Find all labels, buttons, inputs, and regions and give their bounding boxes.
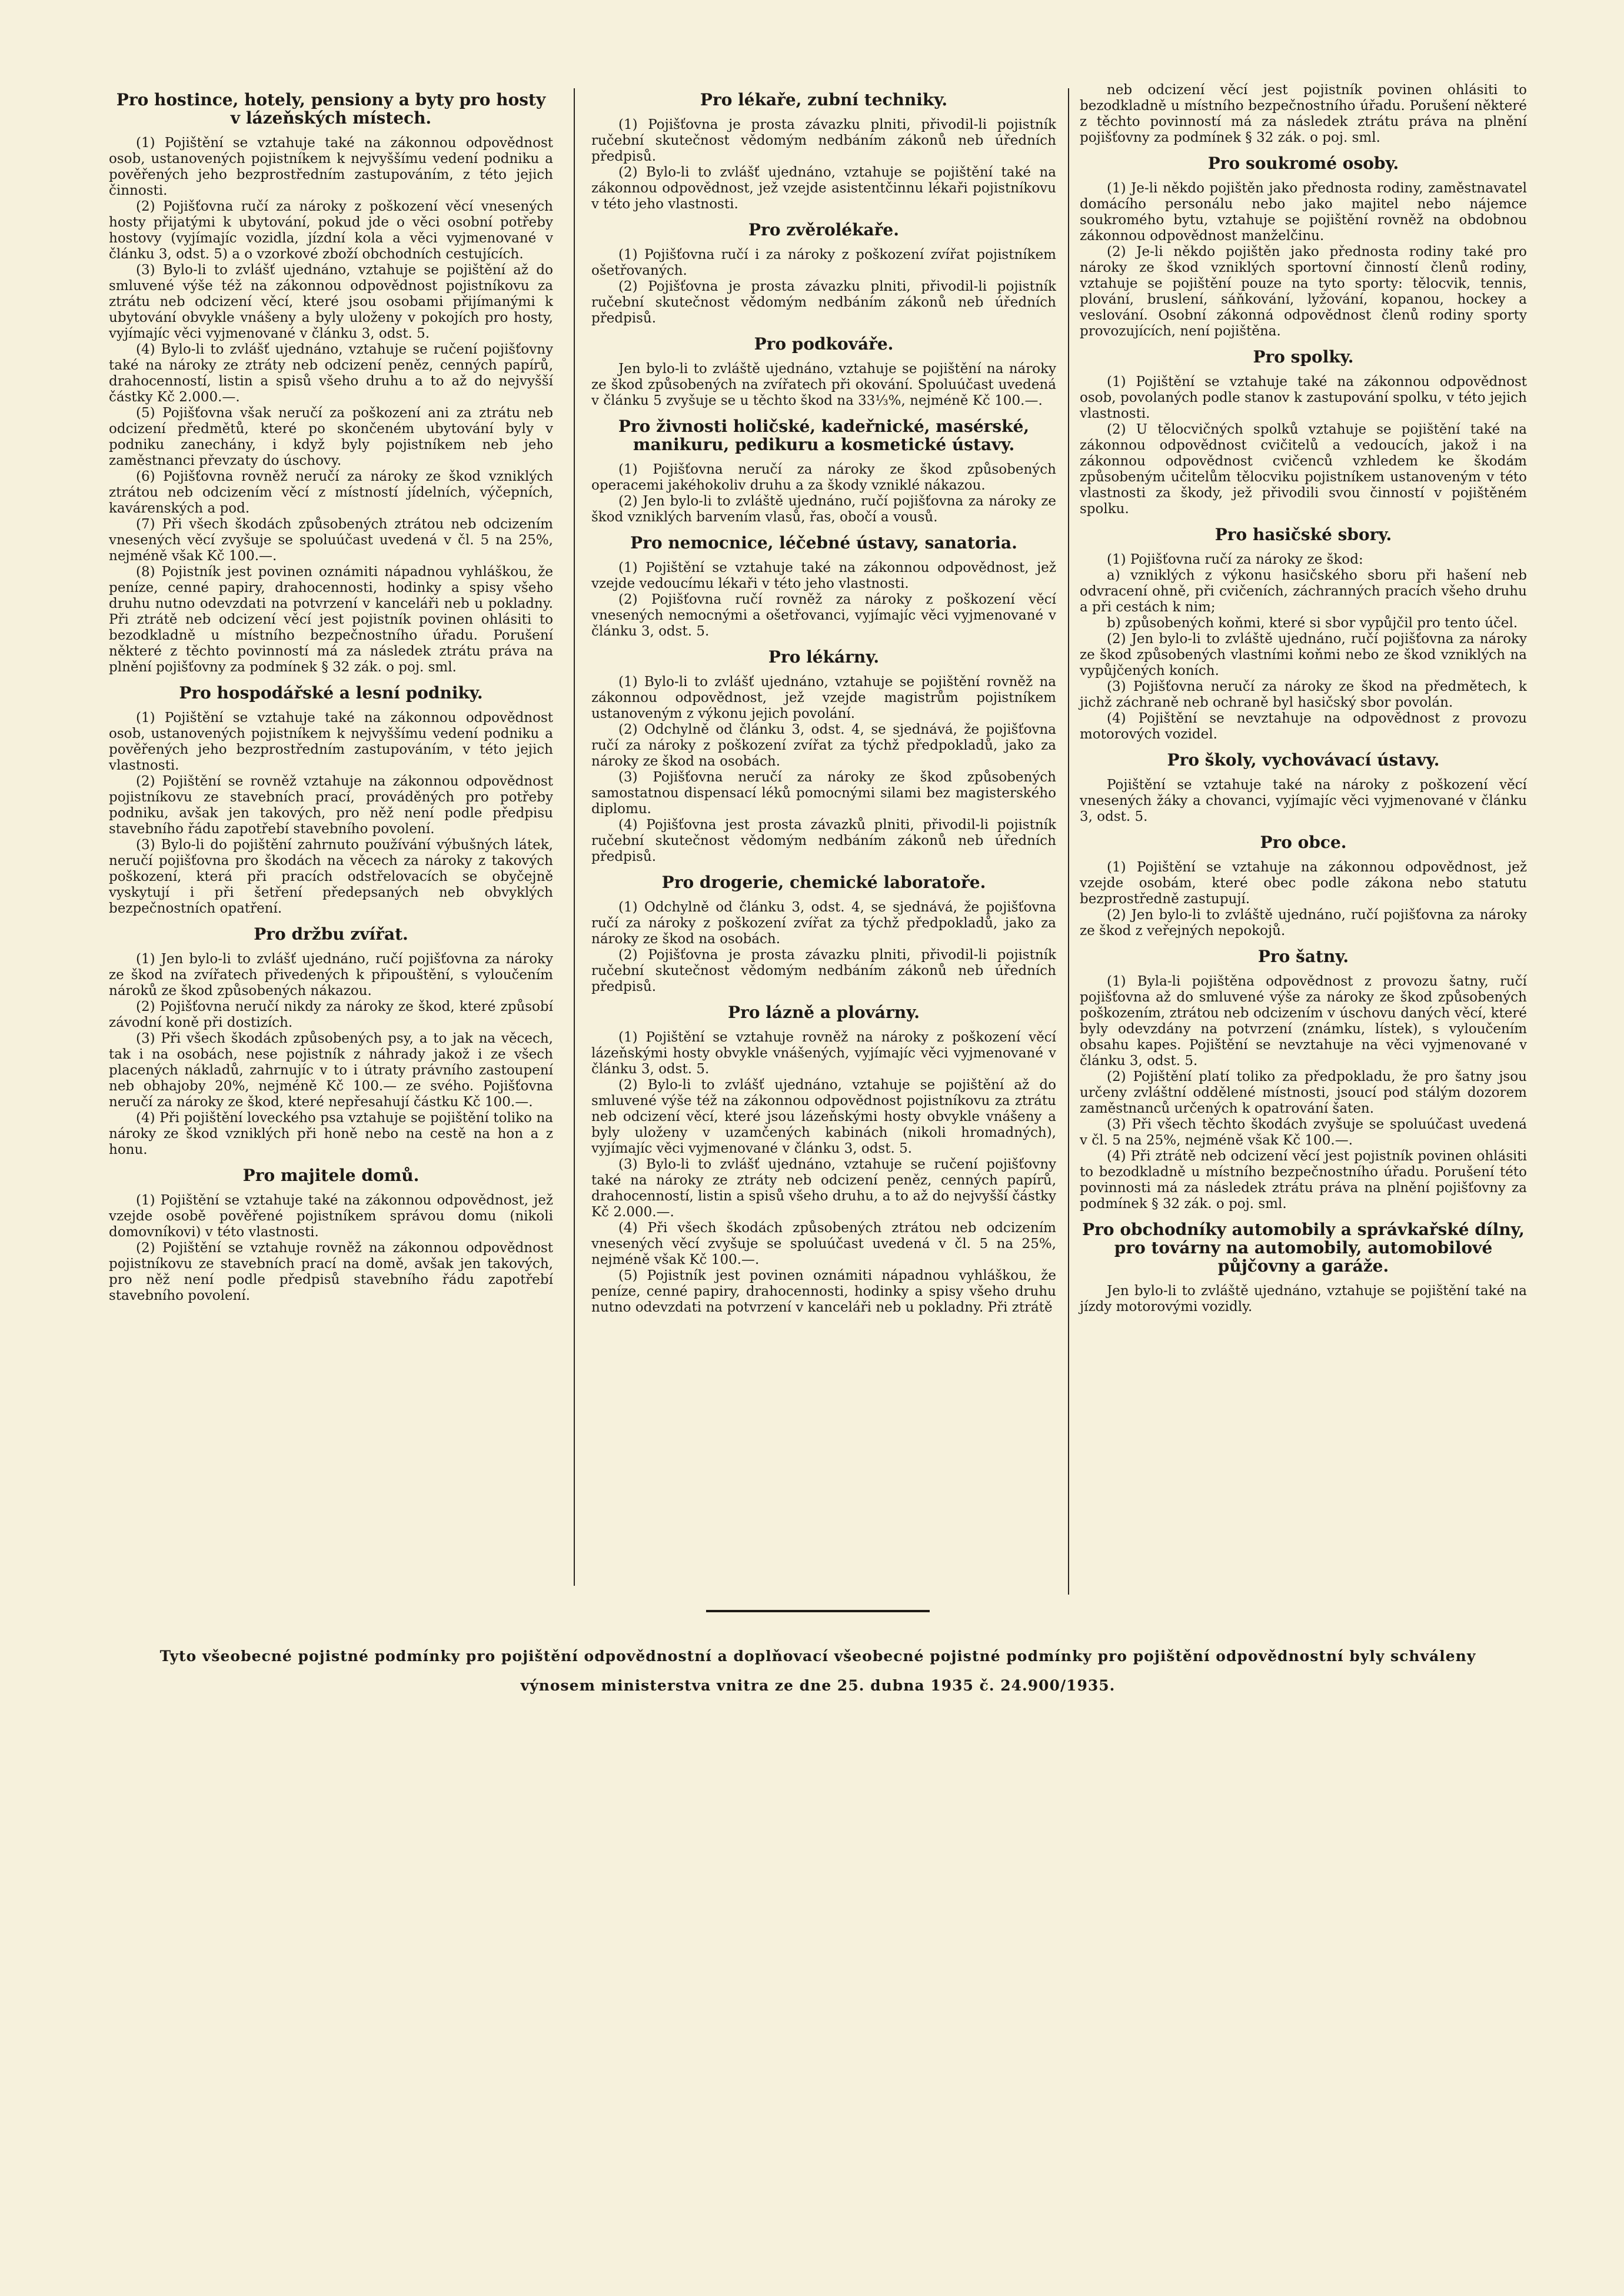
clause-paragraph: (1) Pojištění se vztahuje také na zákonnou odpovědnost, jež vzejde vedoucímu lékaři v této jeho vlastnosti. (591, 560, 1056, 591)
clause-paragraph: (2) Jen bylo-li to zvláště ujednáno, ručí pojišťovna za nároky ze škod z veřejných nepokojů. (1080, 907, 1527, 939)
clause-section (1080, 947, 1527, 1212)
clause-paragraph: (1) Je-li někdo pojištěn jako přednosta rodiny, zaměstnavatel domácího personálu nebo jako majitel nebo nájemce soukromého bytu, vztahuje se pojištění rovněž na obdobnou zákonnou odpovědnost manželčinu. (1080, 181, 1527, 244)
clause-section (591, 534, 1056, 640)
text-column-2 (591, 82, 1056, 1316)
approval-note-line-1: Tyto všeobecné pojistné podmínky pro pojištění odpovědnostní a doplňovací všeobecné pojistné podmínky pro pojištění odpovědnostní byly schváleny (159, 1648, 1476, 1665)
clause-section (1080, 154, 1527, 340)
clause-paragraph: b) způsobených koňmi, které si sbor vypůjčil pro tento účel. (1107, 615, 1518, 631)
clause-paragraph: (1) Bylo-li to zvlášť ujednáno, vztahuje se pojištění rovněž na zákonnou odpovědnost, jež vzejde magistrům pojistníkem ustanoveným z výkonu jejich povolání. (591, 674, 1056, 721)
clause-section (1080, 348, 1527, 517)
text-column-1 (109, 82, 553, 1304)
clause-paragraph: (2) Pojišťovna neručí nikdy za nároky ze škod, které způsobí závodní koně při dostizích. (109, 999, 553, 1030)
section-heading: Pro obchodníky automobily a správkařské dílny, pro továrny na automobily, automobilové půjčovny a garáže. (1082, 1220, 1525, 1276)
clause-paragraph: (2) Pojišťovna je prosta závazku plniti, přivodil-li pojistník ručební skutečnost vědomým nedbáním zákonů neb úředních předpisů. (591, 947, 1056, 994)
section-heading: Pro soukromé osoby. (1207, 154, 1399, 173)
clause-paragraph: (2) Pojišťovna ručí rovněž za nároky z poškození věcí vnesených nemocnými a ošetřovanci, vyjímajíc věci vyjmenované v článku 3, odst. 5. (591, 592, 1056, 639)
clause-paragraph: (1) Pojištění se vztahuje na zákonnou odpovědnost, jež vzejde osobám, které obec podle zákona nebo statutu bezprostředně zastupují. (1080, 860, 1527, 907)
clause-paragraph: (1) Pojištění se vztahuje rovněž na nároky z poškození věcí lázeňskými hosty obvykle vnášených, vyjímajíc věci vyjmenované v článku 3, odst. 5. (591, 1030, 1056, 1077)
section-heading: Pro zvěrolékaře. (748, 220, 899, 239)
clause-paragraph: (2) Pojištění se vztahuje rovněž na zákonnou odpovědnost pojistníkovu ze stavebních prací na domě, avšak jen takových, pro něž není podle předpisů stavebního řádu zapotřebí stavebního povolení. (109, 1240, 553, 1303)
clause-paragraph: (2) Je-li někdo pojištěn jako přednosta rodiny také pro nároky ze škod vzniklých sportovní činností členů rodiny, vztahuje se pojištění pouze na tyto sporty: tělocvik, tennis, plování, bruslení, sáňkování, lyžování, kopanou, hockey a veslování. Osobní zákonná odpovědnost členů rodiny sporty provozujících, není pojištěna. (1080, 244, 1527, 339)
approval-note (106, 1642, 1530, 1701)
approval-note-line-2: výnosem ministerstva vnitra ze dne 25. dubna 1935 č. 24.900/1935. (520, 1677, 1116, 1694)
section-heading: Pro lékárny. (768, 647, 880, 667)
clause-paragraph: (4) Při všech škodách způsobených ztrátou neb odcizením vnesených věcí zvyšuje se spoluúčast uvedená v čl. 5 na 25%, nejméně však Kč 100.—. (591, 1220, 1056, 1267)
clause-paragraph: (2) Jen bylo-li to zvláště ujednáno, ručí pojišťovna za nároky ze škod vzniklých barvením vlasů, řas, obočí a vousů. (591, 494, 1056, 525)
clause-paragraph: (1) Byla-li pojištěna odpovědnost z provozu šatny, ručí pojišťovna až do smluvené výše za nároky ze škod způsobených poškozením, ztrátou neb odcizením v úschovu daných věcí, které byly odevzdány na potvrzení (známku, lístek), s vyloučením obsahu kapes. Pojištění se nevztahuje na věci vyjmenované v článku 3, odst. 5. (1080, 974, 1527, 1069)
clause-section (591, 873, 1056, 995)
clause-paragraph: (1) Pojišťovna neručí za nároky ze škod způsobených operacemi jakéhokoliv druhu a za škody vzniklé nákazou. (591, 462, 1056, 493)
clause-section (1080, 1220, 1527, 1315)
clause-paragraph: (3) Při všech těchto škodách zvyšuje se spoluúčast uvedená v čl. 5 na 25%, nejméně však Kč 100.—. (1080, 1117, 1527, 1148)
clause-paragraph: (2) Jen bylo-li to zvláště ujednáno, ručí pojišťovna za nároky ze škod způsobených vlastními koňmi nebo ze škod vzniklých na vypůjčených koních. (1080, 631, 1527, 678)
clause-section (109, 925, 553, 1158)
clause-paragraph: (7) Při všech škodách způsobených ztrátou neb odcizením vnesených věcí zvyšuje se spoluúčast uvedená v čl. 5 na 25%, nejméně však Kč 100.—. (109, 517, 553, 564)
clause-paragraph: (2) Odchylně od článku 3, odst. 4, se sjednává, že pojišťovna ručí za nároky z poškození zvířat za týchž předpokladů, jako za nároky ze škod na osobách. (591, 722, 1056, 769)
clause-paragraph: (2) Bylo-li to zvlášť ujednáno, vztahuje se pojištění také na zákonnou odpovědnost, jež vzejde asistentčinnu lékaři pojistníkovu v této jeho vlastnosti. (591, 165, 1056, 212)
section-heading: Pro hasičské sbory. (1214, 525, 1392, 544)
clause-paragraph: (1) Pojišťovna ručí i za nároky z poškození zvířat pojistníkem ošetřovaných. (591, 247, 1056, 278)
section-heading: Pro živnosti holičské, kadeřnické, masérské, manikuru, pedikuru a kosmetické ústavy. (618, 417, 1030, 454)
clause-paragraph: (4) Při pojištění loveckého psa vztahuje se pojištění toliko na nároky ze škod vzniklých při honě nebo na cestě na hon a z honu. (109, 1110, 553, 1157)
clause-section (109, 1166, 553, 1304)
clause-paragraph: (2) U tělocvičných spolků vztahuje se pojištění také na zákonnou odpovědnost cvičitelů a vedoucích, jakož i na zákonnou odpovědnost cvičenců vzhledem ke škodám způsobeným učitelům tělocviku pojistníkem ustanoveným v této vlastnosti za škody, jež přivodili svou činností v pojištěném spolku. (1080, 422, 1527, 517)
section-heading: Pro drogerie, chemické laboratoře. (661, 873, 986, 892)
clause-paragraph: (5) Pojistník jest povinen oznámiti nápadnou vyhláškou, že peníze, cenné papiry, drahocennosti, hodinky a spisy všeho druhu nutno odevzdati na potvrzení v kanceláři neb u pokladny. Při ztrátě (591, 1268, 1056, 1315)
clause-section (109, 684, 553, 917)
section-heading: Pro držbu zvířat. (254, 924, 408, 944)
text-column-3 (1080, 82, 1527, 1315)
section-heading: Pro lázně a plovárny. (728, 1003, 920, 1022)
clause-section (109, 91, 553, 676)
column-divider (1068, 88, 1069, 1595)
clause-section (591, 335, 1056, 409)
clause-paragraph: (1) Pojištění se vztahuje také na zákonnou odpovědnost osob, povolaných podle stanov k zastupování spolku, v této jejich vlastnosti. (1080, 374, 1527, 421)
clause-paragraph: (4) Pojištění se nevztahuje na odpovědnost z provozu motorových vozidel. (1080, 711, 1527, 742)
clause-paragraph: (2) Pojišťovna ručí za nároky z poškození věcí vnesených hosty přijatými k ubytování, pokud jde o věci osobní potřeby hostovy (vyjímajíc vozidla, jízdní kola a věci vyjmenované v článku 3, odst. 5) a o vzorkové zboží obchodních cestujících. (109, 199, 553, 262)
clause-section (591, 221, 1056, 327)
clause-paragraph: (2) Pojištění se rovněž vztahuje na zákonnou odpovědnost pojistníkovu ze stavebních prací, prováděných pro potřeby podniku, avšak jen takových, pro něž není podle předpisu stavebního řádu zapotřebí stavebního povolení. (109, 774, 553, 837)
section-heading: Pro majitele domů. (242, 1166, 420, 1185)
clause-section (1080, 833, 1527, 939)
clause-paragraph: (4) Při ztrátě neb odcizení věcí jest pojistník povinen ohlásiti to bezodkladně u místního bezpečnostního úřadu. Porušení této povinnosti má za následek ztrátu práva na plnění pojišťovny za podmínek § 32 zák. o poj. sml. (1080, 1149, 1527, 1212)
clause-paragraph: (6) Pojišťovna rovněž neručí za nároky ze škod vzniklých ztrátou neb odcizením věcí z místností jídelních, výčepních, kavárenských a pod. (109, 469, 553, 516)
clause-paragraph: (1) Pojišťovna je prosta závazku plniti, přivodil-li pojistník ručební skutečnost vědomým nedbáním zákonů neb úředních předpisů. (591, 117, 1056, 164)
section-heading: Pro lékaře, zubní techniky. (700, 90, 948, 109)
clause-paragraph: (5) Pojišťovna však neručí za poškození ani za ztrátu neb odcizení předmětů, které po skončeném ubytování byly v podniku zanechány, i když byly pojistníkem neb jeho zaměstnanci převzaty do úschovy. (109, 405, 553, 468)
clause-paragraph: (3) Bylo-li do pojištění zahrnuto používání výbušných látek, neručí pojišťovna pro škodách na věcech za nároky z takových poškození, která při pracích odstřelovacích se obyčejně vyskytují i při šetření předepsaných neb obvyklých bezpečnostních opatření. (109, 837, 553, 916)
clause-paragraph: (3) Při všech škodách způsobených psy, a to jak na věcech, tak i na osobách, nese pojistník z náhrady jakož i ze všech placených nákladů, zahrnujíc v to i útraty právního zastoupení neb obhajoby 20%, nejméně Kč 100.— ze svého. Pojišťovna neručí za nároky ze škod, které nepřesahují částku Kč 100.—. (109, 1031, 553, 1110)
clause-paragraph: (2) Pojištění platí toliko za předpokladu, že pro šatny jsou určeny zvláštní oddělené místnosti, jsoucí pod stálým dozorem zaměstnanců určených k opatrování šaten. (1080, 1069, 1527, 1116)
clause-paragraph: (1) Pojišťovna ručí za nároky ze škod: (1107, 552, 1363, 567)
section-heading: Pro školy, vychovávací ústavy. (1167, 750, 1440, 770)
clause-paragraph: (1) Pojištění se vztahuje také na zákonnou odpovědnost osob, ustanovených pojistníkem k nejvyššímu vedení podniku a pověřených jeho bezprostředním zastupováním, v této jejich vlastnosti. (109, 710, 553, 773)
section-heading: Pro šatny. (1257, 947, 1349, 966)
clause-paragraph: (3) Pojišťovna neručí za nároky ze škod způsobených samostatnou dispensací léků pomocnými silami bez magisterského diplomu. (591, 770, 1056, 817)
clause-paragraph: (1) Jen bylo-li to zvlášť ujednáno, ručí pojišťovna za nároky ze škod na zvířatech přivedených k připouštění, s vyloučením nároků ze škod způsobených nákazou. (109, 951, 553, 999)
clause-paragraph: neb odcizení věcí jest pojistník povinen ohlásiti to bezodkladně u místního bezpečnostního úřadu. Porušení některé z těchto povinností má za následek ztrátu práva na plnění pojišťovny za podmínek § 32 zák. o poj. sml. (1080, 82, 1527, 145)
clause-paragraph: (1) Pojištění se vztahuje také na zákonnou odpovědnost, jež vzejde osobě pověřené pojistníkem správou domu (nikoli domovníkovi) v této vlastnosti. (109, 1193, 553, 1240)
clause-section (1080, 751, 1527, 825)
clause-paragraph: Jen bylo-li to zvláště ujednáno, vztahuje se pojištění také na jízdy motorovými vozidly. (1080, 1283, 1527, 1315)
clause-paragraph: (3) Pojišťovna neručí za nároky ze škod na předmětech, k jichž záchraně neb ochraně byl hasičský sbor povolán. (1080, 679, 1527, 710)
clause-paragraph: (3) Bylo-li to zvlášť ujednáno, vztahuje se ručení pojišťovny také na nároky ze ztráty neb odcizení peněz, cenných papírů, drahocenností, listin a spisů všeho druhu, a to až do nejvyšší částky Kč 2.000.—. (591, 1157, 1056, 1220)
clause-paragraph: (2) Pojišťovna je prosta závazku plniti, přivodil-li pojistník ručební skutečnost vědomým nedbáním zákonů neb úředních předpisů. (591, 279, 1056, 326)
clause-paragraph: (3) Bylo-li to zvlášť ujednáno, vztahuje se pojištění až do smluvené výše též na zákonnou odpovědnost pojistníkovu za ztrátu neb odcizení věcí, které jsou osobami přijímanými k ubytování obvykle vnášeny a byly uloženy v pokojích pro hosty, vyjímajíc věci vyjmenované v článku 3, odst. 5. (109, 262, 553, 341)
clause-paragraph: (1) Odchylně od článku 3, odst. 4, se sjednává, že pojišťovna ručí za nároky z poškození zvířat za týchž předpokladů, jako za nároky ze škod na osobách. (591, 900, 1056, 947)
clause-section (1080, 525, 1527, 743)
section-heading: Pro spolky. (1253, 347, 1354, 367)
clause-paragraph: Pojištění se vztahuje také na nároky z poškození věcí vnesených žáky a chovanci, vyjímajíc věci vyjmenované v článku 3, odst. 5. (1080, 777, 1527, 824)
section-heading: Pro obce. (1260, 833, 1347, 852)
footer-divider (706, 1610, 930, 1612)
section-heading: Pro hostince, hotely, pensiony a byty pro hosty v lázeňských místech. (116, 90, 546, 128)
clause-section (591, 417, 1056, 525)
clause-paragraph: (4) Bylo-li to zvlášť ujednáno, vztahuje se ručení pojišťovny také na nároky ze ztráty neb odcizení peněz, cenných papírů, drahocenností, listin a spisů všeho druhu a to až do nejvyšší částky Kč 2.000.—. (109, 342, 553, 405)
clause-section (591, 1003, 1056, 1316)
section-heading: Pro hospodářské a lesní podniky. (179, 683, 483, 703)
clause-paragraph: Jen bylo-li to zvláště ujednáno, vztahuje se pojištění na nároky ze škod způsobených na zvířatech při okování. Spoluúčast uvedená v článku 5 zvyšuje se u těchto škod na 33⅓%, nejméně Kč 100.—. (591, 361, 1056, 408)
clause-paragraph: (8) Pojistník jest povinen oznámiti nápadnou vyhláškou, že peníze, cenné papiry, drahocennosti, hodinky a spisy všeho druhu nutno odevzdati na potvrzení v kanceláři neb u pokladny. Při ztrátě neb odcizení věcí jest pojistník povinen ohlásiti to bezodkladně u místního bezpečnostního úřadu. Porušení některé z těchto povinností má za následek ztrátu práva na plnění pojišťovny za podmínek § 32 zák. o poj. sml. (109, 564, 553, 675)
clause-paragraph: a) vzniklých z výkonu hasičského sboru při hašení neb odvracení ohně, při cvičeních, záchranných pracích všeho druhu a při cestách k nim; (1080, 568, 1527, 615)
clause-paragraph: (4) Pojišťovna jest prosta závazků plniti, přivodil-li pojistník ručební skutečnost vědomým nedbáním zákonů neb úředních předpisů. (591, 817, 1056, 864)
column-divider (574, 88, 575, 1586)
clause-section (591, 648, 1056, 865)
section-heading: Pro podkováře. (754, 334, 894, 354)
clause-section (591, 91, 1056, 212)
clause-paragraph: (2) Bylo-li to zvlášť ujednáno, vztahuje se pojištění až do smluvené výše též na zákonnou odpovědnost pojistníkovu za ztrátu neb odcizení věcí, které jsou lázeňskými hosty obvykle vnášeny a byly uloženy v uzamčených kabinách (nikoli hromadných), vyjímajíc věci vyjmenované v článku 3, odst. 5. (591, 1077, 1056, 1156)
clause-paragraph: (1) Pojištění se vztahuje také na zákonnou odpovědnost osob, ustanovených pojistníkem k nejvyššímu vedení podniku a pověřených jeho bezprostředním zastupováním, z této jejich činnosti. (109, 135, 553, 198)
clause-section (1080, 82, 1527, 146)
section-heading: Pro nemocnice, léčebné ústavy, sanatoria. (630, 533, 1017, 553)
